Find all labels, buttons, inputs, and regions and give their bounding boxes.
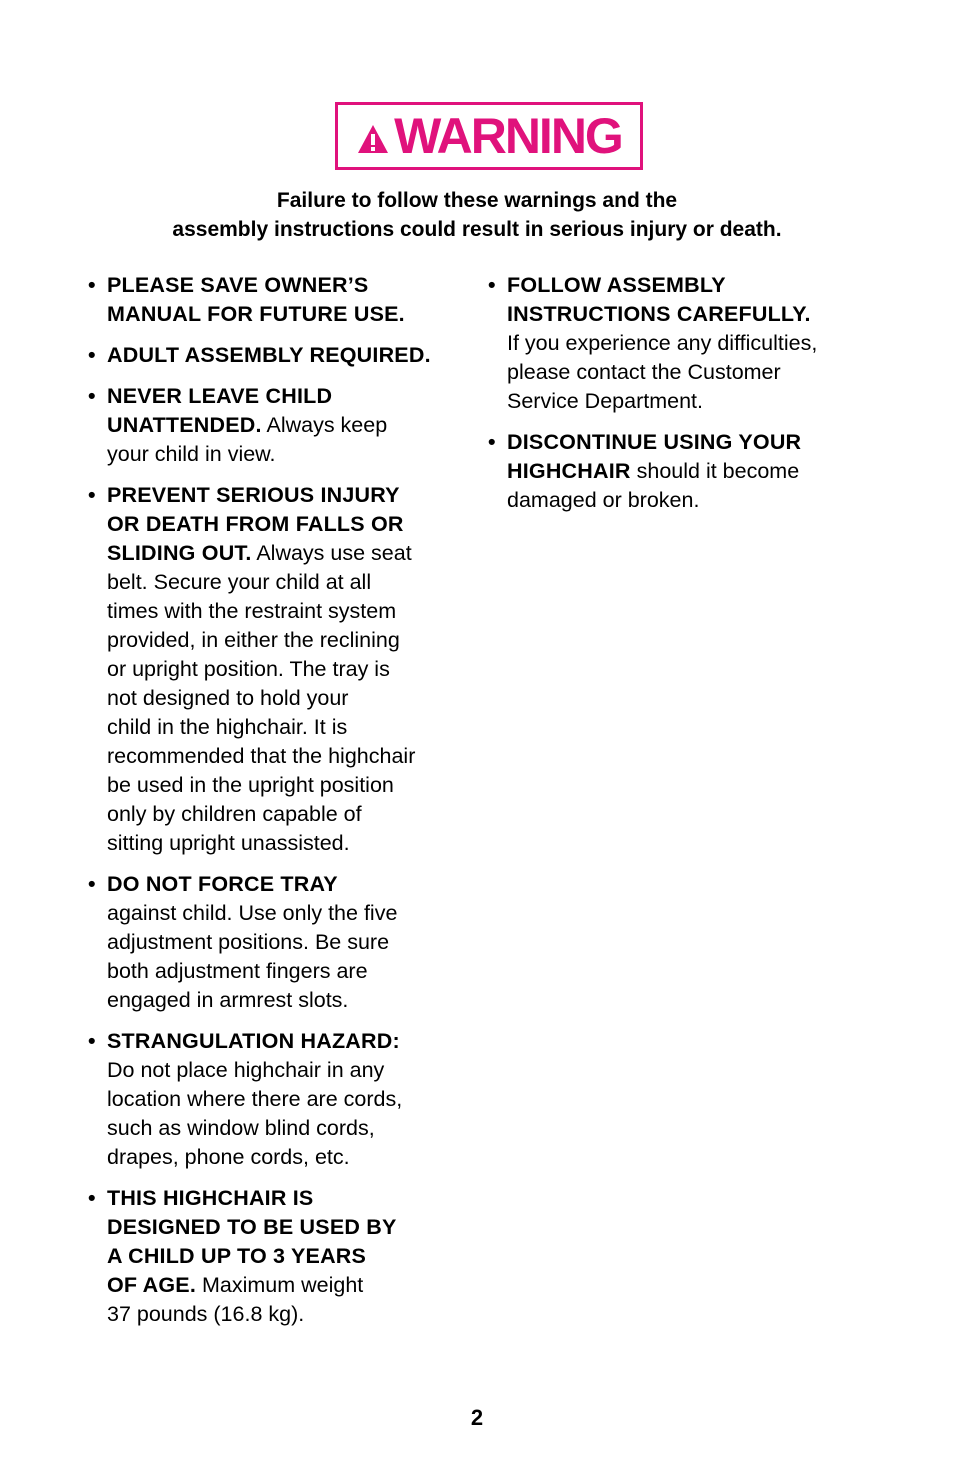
warning-line (107, 1114, 478, 1143)
warning-line (507, 358, 888, 387)
warning-heading-text: ADULT ASSEMBLY REQUIRED. (107, 343, 431, 367)
warning-heading-text: OR DEATH FROM FALLS OR (107, 512, 404, 536)
bullet-marker: • (88, 343, 96, 367)
warning-item (88, 1027, 478, 1172)
warning-heading-text: PLEASE SAVE OWNER’S (107, 273, 369, 297)
warning-heading-text: SLIDING OUT. (107, 541, 252, 565)
warning-body-text: belt. Secure your child at all (107, 570, 372, 594)
bullet-marker: • (488, 430, 496, 454)
warning-line (107, 481, 478, 510)
warning-body-text: Do not place highchair in any (107, 1058, 385, 1082)
intro-statement (60, 186, 894, 244)
bullet-marker: • (88, 1186, 96, 1210)
warning-body-text: be used in the upright position (107, 773, 394, 797)
bullet-marker: • (88, 872, 96, 896)
warning-body-text: engaged in armrest slots. (107, 988, 349, 1012)
warning-line (107, 1085, 478, 1114)
warning-line (107, 713, 478, 742)
warning-heading-text: STRANGULATION HAZARD: (107, 1029, 400, 1053)
warning-body-text: your child in view. (107, 442, 276, 466)
warning-line (107, 568, 478, 597)
warning-body-text: child in the highchair. It is (107, 715, 348, 739)
warning-line (507, 271, 888, 300)
warning-line (107, 597, 478, 626)
warning-line (107, 382, 478, 411)
warning-line (107, 440, 478, 469)
warning-item (88, 870, 478, 1015)
warning-item (488, 428, 888, 515)
warning-banner (335, 102, 643, 170)
warning-body-text: adjustment positions. Be sure (107, 930, 390, 954)
bullet-marker: • (88, 273, 96, 297)
warning-line (107, 742, 478, 771)
warning-line (107, 655, 478, 684)
warning-body-text: recommended that the highchair (107, 744, 416, 768)
warning-line (107, 829, 478, 858)
warning-line (107, 341, 478, 370)
intro-line-1: Failure to follow these warnings and the (276, 189, 678, 212)
warning-body-text: Always use seat (251, 541, 412, 565)
warning-line (107, 300, 478, 329)
warning-body-text: times with the restraint system (107, 599, 397, 623)
warning-heading-text: UNATTENDED. (107, 413, 262, 437)
warning-line (107, 928, 478, 957)
warning-body-text: not designed to hold your (107, 686, 349, 710)
warning-line (107, 1213, 478, 1242)
warning-line (107, 411, 478, 440)
warning-line (107, 510, 478, 539)
warning-line (107, 800, 478, 829)
warning-line (107, 957, 478, 986)
warning-heading-text: A CHILD UP TO 3 YEARS (107, 1244, 367, 1268)
warning-body-text: against child. Use only the five (107, 901, 398, 925)
warning-body-text: drapes, phone cords, etc. (107, 1145, 350, 1169)
warning-body-text: such as window blind cords, (107, 1116, 375, 1140)
warning-line (107, 539, 478, 568)
warning-item (88, 271, 478, 329)
warning-line (507, 300, 888, 329)
warning-heading-text: PREVENT SERIOUS INJURY (107, 483, 400, 507)
warning-body-text: only by children capable of (107, 802, 362, 826)
warning-line (507, 486, 888, 515)
warning-line (107, 899, 478, 928)
warning-body-text: location where there are cords, (107, 1087, 403, 1111)
warning-heading-text: FOLLOW ASSEMBLY (507, 273, 726, 297)
warning-body-text: Service Department. (507, 389, 703, 413)
warning-line (507, 457, 888, 486)
warning-heading-text: INSTRUCTIONS CAREFULLY. (507, 302, 811, 326)
bullet-marker: • (88, 384, 96, 408)
warning-heading-text: HIGHCHAIR (507, 459, 631, 483)
warning-line (107, 626, 478, 655)
warning-line (507, 329, 888, 358)
warning-item (488, 271, 888, 416)
warning-body-text: sitting upright unassisted. (107, 831, 350, 855)
warning-body-text: Maximum weight (196, 1273, 364, 1297)
warning-heading-text: NEVER LEAVE CHILD (107, 384, 333, 408)
left-warning-column (88, 271, 478, 1341)
warning-heading-text: OF AGE. (107, 1273, 196, 1297)
warning-body-text: both adjustment fingers are (107, 959, 368, 983)
warning-line (107, 771, 478, 800)
warning-body-text: or upright position. The tray is (107, 657, 390, 681)
warning-line (107, 271, 478, 300)
warning-heading-text: THIS HIGHCHAIR IS (107, 1186, 314, 1210)
warning-line (107, 1300, 478, 1329)
warning-triangle-icon (356, 122, 390, 156)
warning-item (88, 481, 478, 858)
warning-heading-text: DO NOT FORCE TRAY (107, 872, 338, 896)
warning-body-text: provided, in either the reclining (107, 628, 400, 652)
warning-body-text: please contact the Customer (507, 360, 781, 384)
warning-line (107, 1056, 478, 1085)
intro-line-2: assembly instructions could result in serious injury or death. (172, 218, 782, 241)
warning-line (107, 1242, 478, 1271)
right-warning-column (488, 271, 888, 527)
warning-line (107, 986, 478, 1015)
warning-body-text: 37 pounds (16.8 kg). (107, 1302, 305, 1326)
bullet-marker: • (88, 1029, 96, 1053)
warning-line (107, 1184, 478, 1213)
warning-line (107, 684, 478, 713)
warning-item (88, 341, 478, 370)
warning-label: WARNING (394, 108, 622, 164)
warning-line (107, 870, 478, 899)
warning-line (107, 1027, 478, 1056)
warning-body-text: If you experience any difficulties, (507, 331, 818, 355)
warning-line (507, 428, 888, 457)
page-number: 2 (470, 1405, 484, 1430)
warning-item (88, 1184, 478, 1329)
warning-body-text: should it become (630, 459, 800, 483)
warning-line (107, 1143, 478, 1172)
warning-item (88, 382, 478, 469)
warning-body-text: Always keep (261, 413, 388, 437)
warning-heading-text: DESIGNED TO BE USED BY (107, 1215, 397, 1239)
bullet-marker: • (488, 273, 496, 297)
bullet-marker: • (88, 483, 96, 507)
warning-heading-text: MANUAL FOR FUTURE USE. (107, 302, 405, 326)
warning-body-text: damaged or broken. (507, 488, 700, 512)
warning-line (107, 1271, 478, 1300)
warning-line (507, 387, 888, 416)
warning-heading-text: DISCONTINUE USING YOUR (507, 430, 802, 454)
